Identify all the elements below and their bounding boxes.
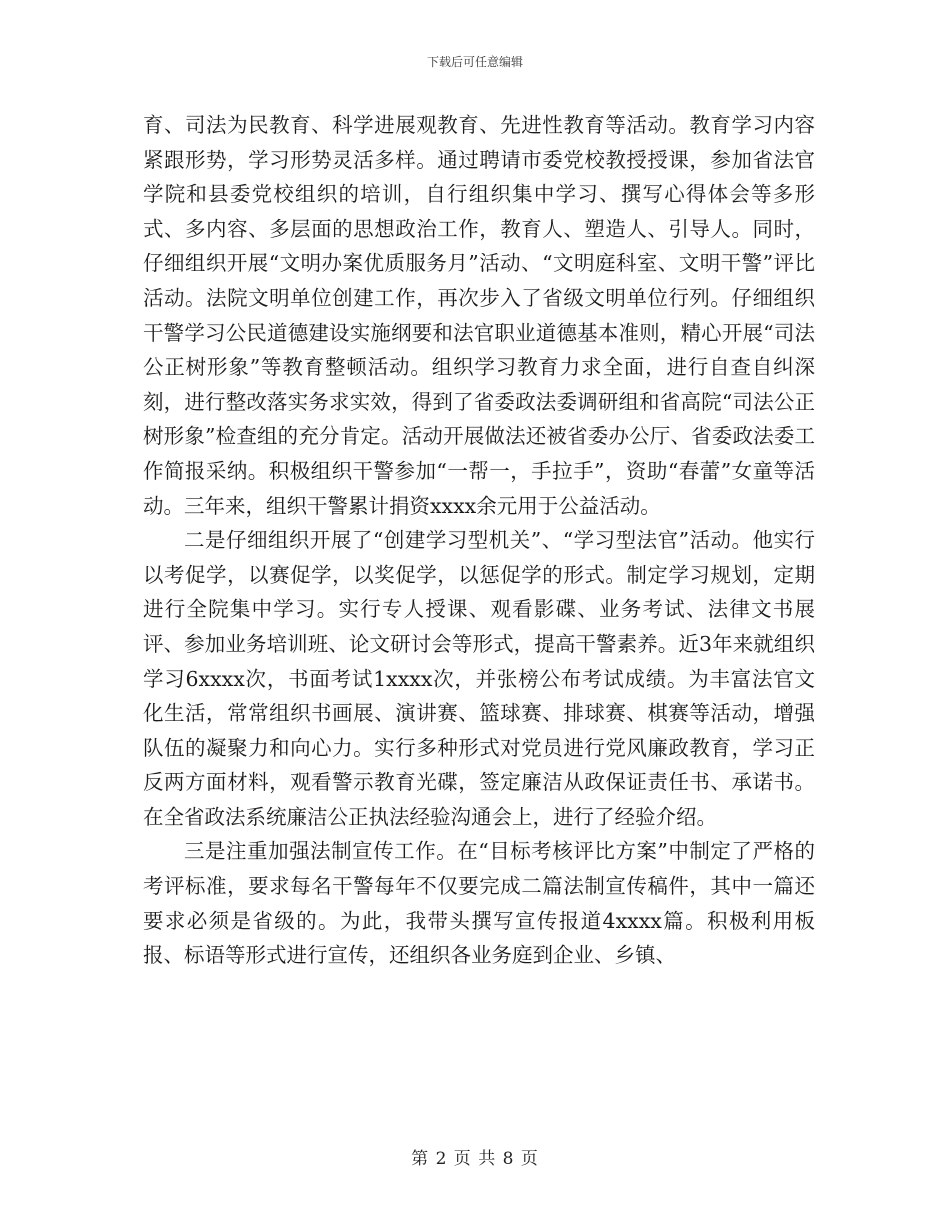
paragraph-1: 育、司法为民教育、科学进展观教育、先进性教育等活动。教育学习内容紧跟形势，学习形势灵活多样。通过聘请市委党校教授授课，参加省法官学院和县委党校组织的培训，自行组织集中学习、撰写心得体会等多形式、多内容、多层面的思想政治工作，教育人、塑造人、引导人。同时，仔细组织开展“文明办案优质服务月”活动、“文明庭科室、文明干警”评比活动。法院文明单位创建工作，再次步入了省级文明单位行列。仔细组织干警学习公民道德建设实施纲要和法官职业道德基本准则，精心开展“司法公正树形象”等教育整顿活动。组织学习教育力求全面，进行自查自纠深刻，进行整改落实务求实效，得到了省委政法委调研组和省高院“司法公正树形象”检查组的充分肯定。活动开展做法还被省委办公厅、省委政法委工作简报采纳。积极组织干警参加“一帮一，手拉手”，资助“春蕾”女童等活动。三年来，组织干警累计捐资xxxx余元用于公益活动。 [143, 113, 815, 518]
paragraph-3: 三是注重加强法制宣传工作。在“目标考核评比方案”中制定了严格的考评标准，要求每名干警每年不仅要完成二篇法制宣传稿件，其中一篇还要求必须是省级的。为此，我带头撰写宣传报道4xxxx篇。积极利用板报、标语等形式进行宣传，还组织各业务庭到企业、乡镇、 [143, 839, 815, 968]
page-header: 下载后可任意编辑 [426, 55, 523, 69]
paragraph-2: 二是仔细组织开展了“创建学习型机关”、“学习型法官”活动。他实行以考促学，以赛促学，以奖促学，以惩促学的形式。制定学习规划，定期进行全院集中学习。实行专人授课、观看影碟、业务考试、法律文书展评、参加业务培训班、论文研讨会等形式，提高干警素养。近3年来就组织学习6xxxx次，书面考试1xxxx次，并张榜公布考试成绩。为丰富法官文化生活，常常组织书画展、演讲赛、篮球赛、排球赛、棋赛等活动，增强队伍的凝聚力和向心力。实行多种形式对党员进行党风廉政教育，学习正反两方面材料，观看警示教育光碟，签定廉洁从政保证责任书、承诺书。在全省政法系统廉洁公正执法经验沟通会上，进行了经验介绍。 [143, 528, 815, 829]
document-body [143, 108, 815, 973]
page-number-footer: 第 2 页 共 8 页 [411, 1149, 539, 1169]
